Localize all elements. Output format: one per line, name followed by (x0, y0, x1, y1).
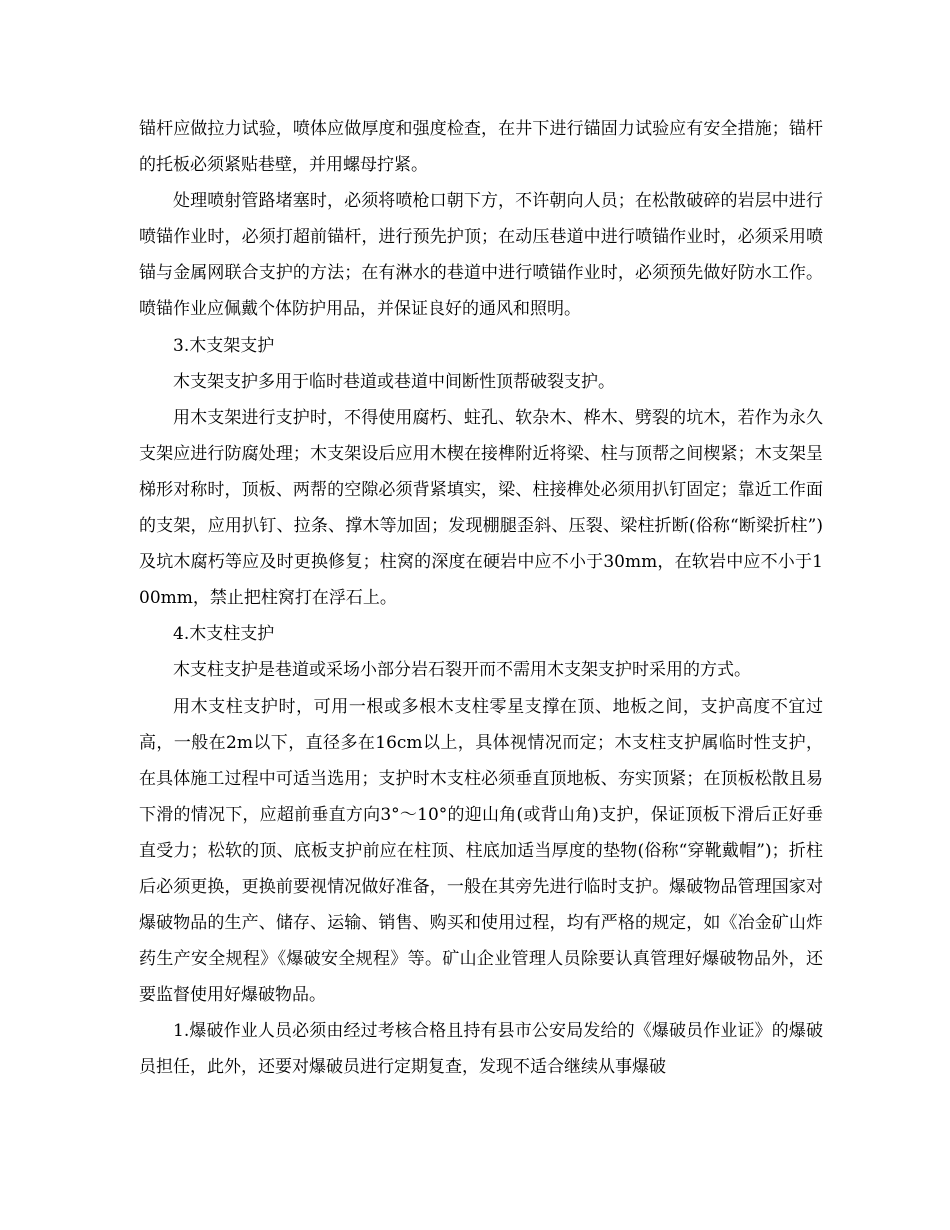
paragraph-wood-frame-usage: 木支架支护多用于临时巷道或巷道中间断性顶帮破裂支护。 (173, 371, 615, 392)
paragraph-wood-frame-requirements: 用木支架进行支护时，不得使用腐朽、蛀孔、软杂木、桦木、劈裂的坑木，若作为永久支架应进行防腐处理；木支架设后应用木楔在接榫附近将梁、柱与顶帮之间楔紧；木支架呈梯形对称时，顶板、两帮的空隙必须背紧填实，梁、柱接榫处必须用扒钉固定；靠近工作面的支架，应用扒钉、拉条、撑木等加固；发现棚腿歪斜、压裂、梁柱折断(俗称“断梁折柱”)及坑木腐朽等应及时更换修复；柱窝的深度在硬岩中应不小于30mm，在软岩中应不小于100mm，禁止把柱窝打在浮石上。 (139, 407, 823, 609)
paragraph-anchor-testing: 锚杆应做拉力试验，喷体应做厚度和强度检查，在井下进行锚固力试验应有安全措施；锚杆的托板必须紧贴巷壁，并用螺母拧紧。 (139, 119, 823, 176)
section-heading-wood-frame-support: 3.木支架支护 (173, 335, 275, 356)
paragraph-wood-prop-usage: 木支柱支护是巷道或采场小部分岩石裂开而不需用木支架支护时采用的方式。 (173, 660, 751, 681)
paragraph-spray-pipe-blockage: 处理喷射管路堵塞时，必须将喷枪口朝下方，不许朝向人员；在松散破碎的岩层中进行喷锚作业时，必须打超前锚杆，进行预先护顶；在动压巷道中进行喷锚作业时，必须采用喷锚与金属网联合支护的方法；在有淋水的巷道中进行喷锚作业时，必须预先做好防水工作。喷锚作业应佩戴个体防护用品，并保证良好的通风和照明。 (139, 191, 823, 320)
paragraph-wood-prop-requirements: 用木支柱支护时，可用一根或多根木支柱零星支撑在顶、地板之间，支护高度不宜过高，一般在2m以下，直径多在16cm以上，具体视情况而定；木支柱支护属临时性支护，在具体施工过程中可适当选用；支护时木支柱必须垂直顶地板、夯实顶紧；在顶板松散且易下滑的情况下，应超前垂直方向3°～10°的迎山角(或背山角)支护，保证顶板下滑后正好垂直受力；松软的顶、底板支护前应在柱顶、柱底加适当厚度的垫物(俗称“穿靴戴帽”)；折柱后必须更换，更换前要视情况做好准备，一般在其旁先进行临时支护。爆破物品管理国家对爆破物品的生产、储存、运输、销售、购买和使用过程，均有严格的规定，如《冶金矿山炸药生产安全规程》《爆破安全规程》等。矿山企业管理人员除要认真管理好爆破物品外，还要监督使用好爆破物品。 (139, 696, 823, 1006)
document-body (139, 111, 823, 1086)
section-heading-wood-prop-support: 4.木支柱支护 (173, 624, 275, 645)
paragraph-blasting-personnel: 1.爆破作业人员必须由经过考核合格且持有县市公安局发给的《爆破员作业证》的爆破员担任，此外，还要对爆破员进行定期复查，发现不适合继续从事爆破 (139, 1021, 823, 1078)
